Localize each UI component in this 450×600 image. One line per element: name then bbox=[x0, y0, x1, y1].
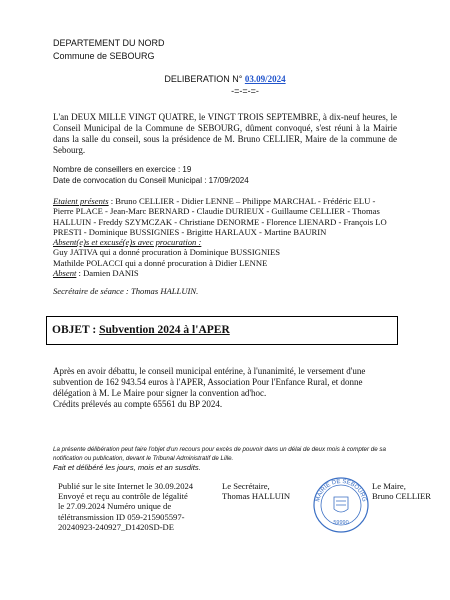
department-label: DEPARTEMENT DU NORD bbox=[53, 38, 165, 48]
secretary-signature bbox=[222, 481, 312, 501]
publication-line-1: Publié sur le site Internet le 30.09.2024 bbox=[58, 481, 194, 491]
mayor-name: Bruno CELLIER bbox=[372, 491, 431, 502]
objet-label: OBJET : bbox=[52, 324, 97, 336]
decision-paragraph: Après en avoir débattu, le conseil municipal entérine, à l'unanimité, le versement d'une subvention de 162 943.54 euros à l'APER, Association Pour l'Enfance Rural, et donne délégation à M. Le Maire pour signer la convention ad'hoc. bbox=[53, 366, 366, 398]
deliberation-label: DELIBERATION N° bbox=[164, 74, 243, 84]
attendance-block bbox=[53, 196, 397, 297]
convocation-date: Date de convocation du Conseil Municipal : 17/09/2024 bbox=[53, 176, 249, 185]
publication-line-4: télétransmission ID 059-215905597- bbox=[58, 511, 185, 522]
present-names: : Bruno CELLIER - Didier LENNE – Philippe MARCHAL - Frédéric ELU - Pierre PLACE - Jean-Marc BERNARD - Claudie DURIEUX - Guillaume CELLIER - Thomas HALLUIN - Freddy SZYMCZAK - Christiane DENORME - Florence LIENARD - François LO PRESTI - Dominique BUSSIGNIES - Brigitte HARLAUX - Martine BAURIN bbox=[53, 196, 387, 237]
commune-label: Commune de SEBOURG bbox=[53, 51, 155, 61]
fait-line: Fait et délibéré les jours, mois et an susdits. bbox=[53, 463, 201, 472]
deliberation-number: 03.09/2024 bbox=[244, 74, 286, 84]
stamp-code: 59990 bbox=[333, 520, 349, 526]
absent-label: Absent bbox=[53, 268, 77, 279]
legal-notice: La présente délibération peut faire l'objet d'un recours pour excès de pouvoir dans un délai de deux mois à compter de sa notification ou publication, devant le Tribunal Administratif de Lille. bbox=[53, 446, 386, 462]
counts-block bbox=[53, 164, 249, 186]
excused-label: Absent(e)s et excusé(e)s avec procuration : bbox=[53, 237, 202, 248]
intro-paragraph: L'an DEUX MILLE VINGT QUATRE, le VINGT TROIS SEPTEMBRE, à dix-neuf heures, le Conseil Municipal de la Commune de SEBOURG, dûment convoqué, s'est réuni à la Mairie dans la salle du conseil, sous la présidence de M. Bruno CELLIER, Maire de la commune de Sebourg. bbox=[53, 112, 397, 155]
mayor-role: Le Maire, bbox=[372, 481, 406, 491]
title-separator: -=-=-=- bbox=[231, 86, 259, 96]
absent-line bbox=[53, 268, 397, 278]
mairie-stamp bbox=[312, 475, 370, 535]
secretary-role: Le Secrétaire, bbox=[222, 481, 270, 491]
members-count: Nombre de conseillers en exercice : 19 bbox=[53, 165, 192, 174]
secretary-line: Secrétaire de séance : Thomas HALLUIN. bbox=[53, 286, 199, 297]
proxy-line-1: Guy JATIVA qui a donné procuration à Dominique BUSSIGNIES bbox=[53, 247, 281, 258]
stamp-arc-text bbox=[315, 479, 367, 503]
stamp-crest-icon bbox=[334, 497, 348, 512]
proxy-line-2: Mathilde POLACCI qui a donné procuration à Didier LENNE bbox=[53, 257, 268, 268]
decision-body bbox=[53, 366, 373, 410]
credits-line: Crédits prélevés au compte 65561 du BP 2024. bbox=[53, 399, 223, 409]
publication-block bbox=[58, 481, 208, 532]
present-label: Etaient présents bbox=[53, 196, 109, 206]
mayor-signature bbox=[372, 481, 444, 501]
publication-line-3: le 27.09.2024 Numéro unique de bbox=[58, 501, 172, 512]
present-line bbox=[53, 196, 397, 237]
objet-heading bbox=[52, 324, 230, 336]
deliberation-title bbox=[0, 73, 450, 97]
stamp-text: MAIRIE DE SEBOURG bbox=[315, 478, 367, 503]
secretary-name: Thomas HALLUIN bbox=[222, 491, 291, 502]
publication-line-5: 20240923-240927_D1420SD-DE bbox=[58, 521, 175, 532]
publication-line-2: Envoyé et reçu au contrôle de légalité bbox=[58, 491, 188, 502]
objet-subject: Subvention 2024 à l'APER bbox=[99, 324, 230, 336]
absent-names: : Damien DANIS bbox=[76, 268, 139, 279]
header-block bbox=[53, 37, 165, 63]
